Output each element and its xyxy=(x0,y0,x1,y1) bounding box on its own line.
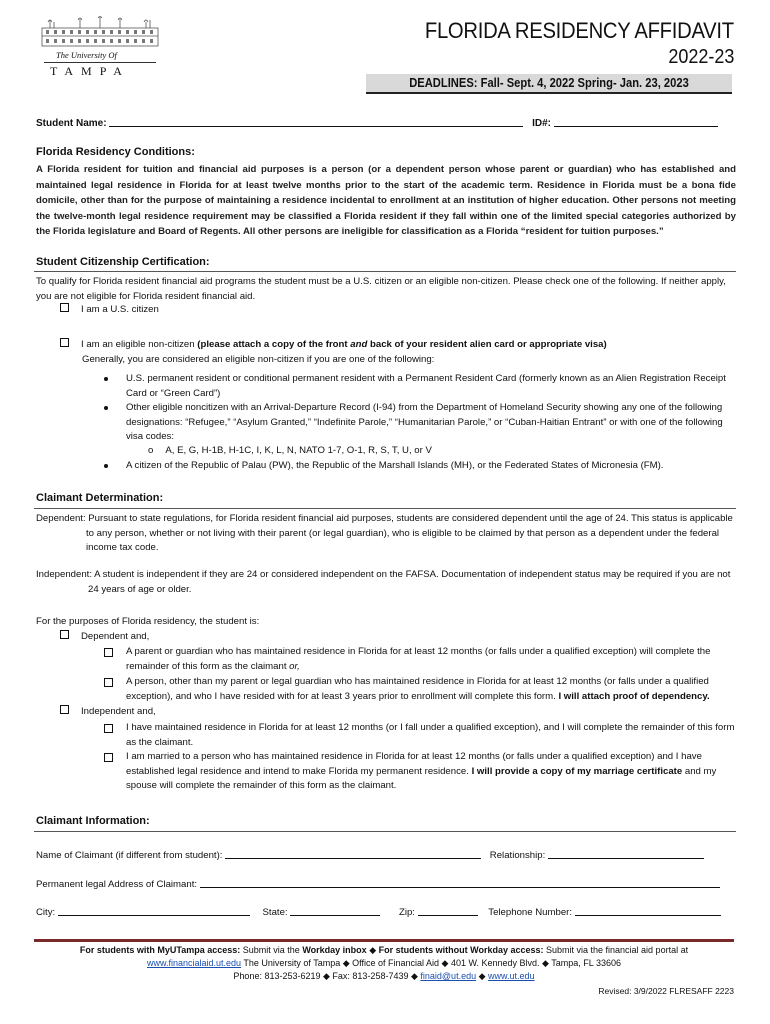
claimant-determination-heading: Claimant Determination: xyxy=(36,492,164,504)
state-field[interactable] xyxy=(290,906,380,916)
university-building-icon xyxy=(40,16,160,48)
dependent-checkbox[interactable] xyxy=(60,630,69,639)
revised-text: Revised: 3/9/2022 FLRESAFF 2223 xyxy=(598,986,734,996)
ut-website-link[interactable]: www.ut.edu xyxy=(488,971,535,981)
dependent-parent-text: A parent or guardian who has maintained residence in Florida for at least 12 months (or falls under a qualified exception) will complete the remainder of this form as the claimant xyxy=(126,646,711,672)
independent-self-text: I have maintained residence in Florida for at least 12 months (or I fall under a qualified exception), and I will complete the remainder of this form as the claimant. xyxy=(126,722,735,748)
independent-married-end: and my spouse will complete the remainder of this form as the claimant. xyxy=(126,765,717,791)
bullet-other-noncitizen xyxy=(104,401,736,445)
bullet-other-noncitizen-text: Other eligible noncitizen with an Arrival-Departure Record (I-94) from the Department of Homeland Security showing any one of the following designations: “Refugee,” “Asylum Granted,” “Indefinite Parole,” “Humanitarian Parole,” or “Cuban-Haitian Entrant” or with one of the following visa codes: xyxy=(126,402,723,442)
independent-self-checkbox[interactable] xyxy=(104,724,113,733)
determination-divider xyxy=(34,508,736,509)
phone-field[interactable] xyxy=(575,906,721,916)
bullet-palau-text: A citizen of the Republic of Palau (PW), the Republic of the Marshall Islands (MH), or the Federated States of Micronesia (FM). xyxy=(126,460,664,471)
dependent-other-checkbox[interactable] xyxy=(104,678,113,687)
bullet-permanent-resident xyxy=(104,372,736,401)
us-citizen-checkbox[interactable] xyxy=(60,303,69,312)
university-logo xyxy=(36,14,166,80)
for-purposes-text: For the purposes of Florida residency, the student is: xyxy=(36,616,260,627)
option-non-citizen[interactable] xyxy=(60,338,607,353)
footer-line-2 xyxy=(34,957,734,970)
footer-divider xyxy=(34,939,734,942)
bullet-palau xyxy=(104,459,736,474)
visa-codes-text: A, E, G, H-1B, H-1C, I, K, L, N, NATO 1-7, O-1, R, S, T, U, or V xyxy=(165,445,432,456)
address-field[interactable] xyxy=(200,878,720,888)
address-label: Permanent legal Address of Claimant: xyxy=(36,879,198,890)
myutampa-text: Submit via the xyxy=(240,945,303,955)
form-year: 2022-23 xyxy=(667,46,734,68)
option-independent-married[interactable] xyxy=(104,750,736,794)
conditions-text: A Florida resident for tuition and financial aid purposes is a person (or a dependent person whose parent or guardian) who has established and maintained legal residence in Florida for at least twelve months prior to the start of the academic term. Residence in Florida must be a bona fide domicile, other than for the purpose of maintaining a residence incidental to enrollment at an institution of higher education. Other persons not meeting the twelve-month legal residence requirement may be classified a Florida resident if they fall within one of the limited special categories authorized by the Florida legislature and Board of Regents. All other persons are ineligible for classification as a Florida “resident for tuition purposes.” xyxy=(36,164,736,238)
non-citizen-attach-a: (please attach a copy of the front xyxy=(194,339,351,350)
logo-tampa-text: TAMPA xyxy=(50,64,130,78)
without-workday-text: Submit via the financial aid portal at xyxy=(543,945,689,955)
footer-line-3 xyxy=(34,970,734,983)
without-workday-label: For students without Workday access: xyxy=(378,945,544,955)
dependent-parent-checkbox[interactable] xyxy=(104,648,113,657)
relationship-field[interactable] xyxy=(548,849,704,859)
claimant-name-field[interactable] xyxy=(225,849,481,859)
independent-checkbox[interactable] xyxy=(60,705,69,714)
option-dependent-parent[interactable] xyxy=(104,645,736,674)
conditions-heading: Florida Residency Conditions: xyxy=(36,146,195,158)
state-label: State: xyxy=(262,907,288,918)
student-name-field[interactable] xyxy=(109,117,523,127)
footer-phone: Phone: 813-253-6219 ◆ Fax: 813-258-7439 ◆ xyxy=(233,971,421,981)
non-citizen-attach-and: and xyxy=(350,339,368,350)
city-field[interactable] xyxy=(58,906,250,916)
zip-field[interactable] xyxy=(418,906,478,916)
independent-married-checkbox[interactable] xyxy=(104,753,113,762)
us-citizen-label: I am a U.S. citizen xyxy=(81,304,159,315)
city-label: City: xyxy=(36,907,56,918)
non-citizen-attach-b: back of your resident alien card or appropriate visa) xyxy=(367,339,607,350)
bullet-permanent-resident-text: U.S. permanent resident or conditional permanent resident with a Permanent Resident Card (formerly known as an Alien Registration Receipt Card or “Green Card”) xyxy=(126,373,726,399)
diamond-icon: ◆ xyxy=(478,971,486,981)
student-name-label: Student Name: xyxy=(36,118,107,129)
phone-label: Telephone Number: xyxy=(488,907,573,918)
non-citizen-checkbox[interactable] xyxy=(60,338,69,347)
option-dependent[interactable] xyxy=(60,630,149,645)
dependent-label: Dependent and, xyxy=(81,631,150,642)
independent-married-text: I am married to a person who has maintained residence in Florida for at least 12 months (or falls under a qualified exception) and I have established legal residence and intend to make Florida my permanent residence. xyxy=(126,751,702,777)
diamond-icon: ◆ xyxy=(369,945,377,955)
student-id-field[interactable] xyxy=(554,117,718,127)
independent-label: Independent and, xyxy=(81,706,156,717)
financialaid-link[interactable]: www.financialaid.ut.edu xyxy=(146,958,242,968)
independent-definition: Independent: A student is independent if they are 24 or considered independent on the FAFSA. Documentation of independent status may be required if you are not 24 years of age or older. xyxy=(36,569,731,595)
option-independent-self[interactable] xyxy=(104,721,736,750)
non-citizen-label: I am an eligible non-citizen xyxy=(81,339,195,350)
generally-text: Generally, you are considered an eligible non-citizen if you are one of the following: xyxy=(82,354,435,365)
logo-university-text: The University Of xyxy=(56,50,117,60)
sub-bullet-visa-codes xyxy=(148,444,432,459)
option-us-citizen[interactable] xyxy=(60,303,159,318)
footer xyxy=(34,944,734,983)
independent-married-cert: I will provide a copy of my marriage certificate xyxy=(468,765,683,777)
dependent-other-text: A person, other than my parent or legal guardian who has maintained residence in Florida for at least 12 months (or falls under a qualified exception), and who I have resided with for at least 3 years prior to enrollment will complete this form. xyxy=(126,676,709,702)
sub-bullet-mark: o xyxy=(148,445,154,456)
address-row xyxy=(36,878,720,893)
dependent-parent-or: or, xyxy=(289,660,300,672)
myutampa-label: For students with MyUTampa access: xyxy=(79,945,241,955)
deadlines-banner xyxy=(366,74,732,94)
dependent-other-proof: I will attach proof of dependency. xyxy=(555,690,710,702)
claimant-info-heading: Claimant Information: xyxy=(36,815,150,827)
citizenship-heading: Student Citizenship Certification: xyxy=(36,256,210,268)
option-independent[interactable] xyxy=(60,705,156,720)
student-name-row xyxy=(36,117,718,129)
citizenship-intro: To qualify for Florida resident financial aid programs the student must be a U.S. citizen or an eligible non-citizen. Please check one of the following. If neither apply, you are not eligible for Florida resident financial aid. xyxy=(36,276,726,302)
student-id-label: ID#: xyxy=(532,118,552,129)
footer-line-1 xyxy=(34,944,734,957)
citizenship-divider xyxy=(34,271,736,272)
logo-divider xyxy=(44,62,156,63)
zip-label: Zip: xyxy=(398,907,415,918)
form-title: FLORIDA RESIDENCY AFFIDAVIT xyxy=(425,18,734,43)
option-dependent-other[interactable] xyxy=(104,675,736,704)
claimant-name-label: Name of Claimant (if different from student): xyxy=(36,850,223,861)
city-row xyxy=(36,906,721,921)
footer-address: The University of Tampa ◆ Office of Financial Aid ◆ 401 W. Kennedy Blvd. ◆ Tampa, FL 33606 xyxy=(241,958,622,968)
claimant-info-divider xyxy=(34,831,736,832)
workday-inbox: Workday inbox xyxy=(302,945,367,955)
relationship-label: Relationship: xyxy=(489,850,546,861)
deadlines-text: DEADLINES: Fall- Sept. 4, 2022 Spring- Jan. 23, 2023 xyxy=(409,75,689,90)
dependent-definition: Dependent: Pursuant to state regulations, for Florida resident financial aid purposes, students are considered dependent until the age of 24. This status is applicable to any person, whether or not living with their parent (or legal guardian), who is eligible to be claimed by that person as a dependent under the federal income tax code. xyxy=(36,513,733,553)
claimant-name-row xyxy=(36,849,704,864)
finaid-email-link[interactable]: finaid@ut.edu xyxy=(420,971,477,981)
